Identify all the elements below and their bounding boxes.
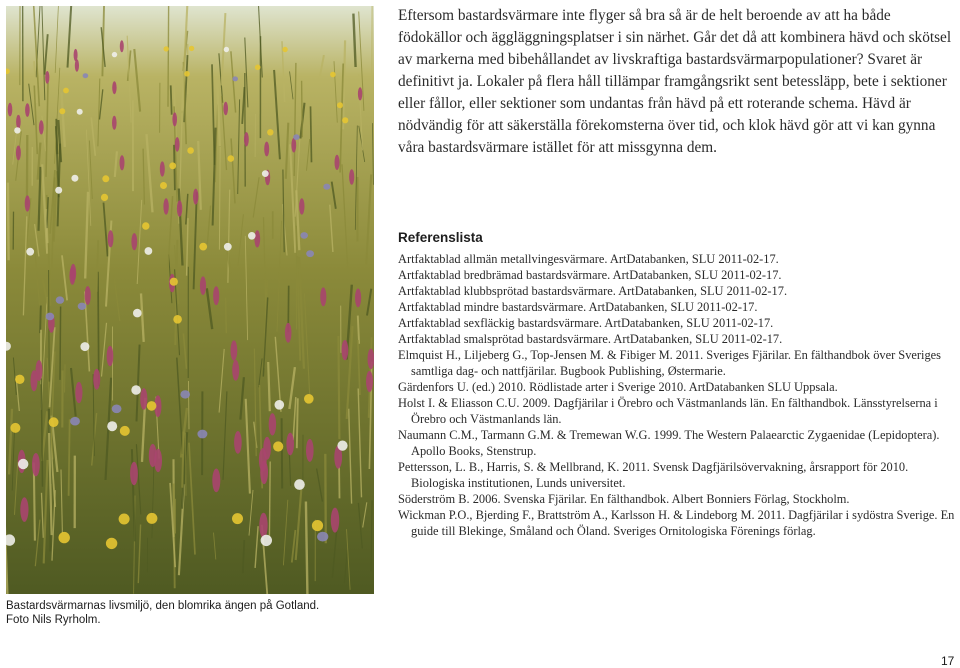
blue-flower (232, 76, 238, 81)
intro-paragraph: Eftersom bastardsvärmare inte flyger så bra så är de helt beroende av att ha både födokällor och äggläggningsplatser i sin närhet. Går det då att kombinera hävd och skötsel av markerna med bibehållandet av livskraftiga bastardsvärmarpopulationer? Svaret är definitivt ja. Lokaler på flera håll tillämpar framgångsrikt sent betessläpp, bete i sektioner eller fållor, eller sektioner som undantas från hävd på ett roterande schema. Hävd är nödvändig för att säkerställa förekomsterna över tid, och klok hävd gör att vi kan gynna våra bastardsvärmare istället för att missgynna dem. (398, 5, 954, 159)
pink-flower (299, 198, 304, 214)
reference-item: Artfaktablad mindre bastardsvärmare. ArtDatabanken, SLU 2011-02-17. (398, 299, 958, 315)
yellow-flower (63, 88, 69, 94)
pink-flower (93, 369, 100, 390)
yellow-flower (169, 162, 176, 169)
reference-item: Artfaktablad bredbrämad bastardsvärmare. ArtDatabanken, SLU 2011-02-17. (398, 267, 958, 283)
grass-stem (56, 119, 57, 154)
yellow-flower (173, 315, 182, 324)
yellow-flower (267, 129, 273, 135)
meadow-photo (6, 6, 374, 594)
white-flower (18, 459, 28, 469)
pink-flower (32, 453, 40, 476)
pink-flower (25, 195, 30, 211)
pink-flower (74, 49, 78, 61)
grass-stem (297, 398, 298, 448)
white-flower (275, 400, 285, 410)
pink-flower (175, 137, 180, 152)
pink-flower (120, 155, 125, 170)
pink-flower (264, 142, 269, 157)
reference-item: Artfaktablad sexfläckig bastardsvärmare. ArtDatabanken, SLU 2011-02-17. (398, 315, 958, 331)
yellow-flower (106, 538, 117, 549)
pink-flower (85, 286, 91, 305)
pink-flower (107, 346, 114, 366)
yellow-flower (10, 423, 20, 433)
blue-flower (70, 417, 80, 426)
blue-flower (112, 405, 122, 414)
yellow-flower (164, 46, 169, 51)
pink-flower (130, 462, 138, 486)
grass-stem (8, 183, 9, 261)
blue-flower (197, 430, 207, 439)
blue-flower (46, 313, 55, 321)
pink-flower (368, 349, 375, 370)
yellow-flower (199, 243, 207, 251)
blue-flower (83, 73, 89, 78)
reference-item: Wickman P.O., Bjerding F., Brattström A., Karlsson H. & Lindeborg M. 2011. Dagfjärilar i sydöstra Sverige. En guide till Blekinge, Småland och Öland. Sveriges Ornitologiska Förenings förlag. (398, 507, 958, 539)
pink-flower (331, 508, 339, 533)
grass-stem (182, 432, 183, 488)
yellow-flower (119, 514, 130, 525)
blue-flower (78, 303, 86, 310)
reference-item: Söderström B. 2006. Svenska Fjärilar. En fälthandbok. Albert Bonniers Förlag, Stockholm. (398, 491, 958, 507)
pink-flower (223, 102, 228, 116)
white-flower (71, 175, 78, 182)
pink-flower (291, 138, 296, 153)
grass-stem (325, 454, 326, 543)
pink-flower (260, 461, 268, 485)
pink-flower (172, 112, 177, 126)
pink-flower (45, 71, 49, 84)
reference-item: Naumann C.M., Tarmann G.M. & Tremewan W.G. 1999. The Western Palaearctic Zygaenidae (Lepidoptera). Apollo Books, Stenstrup. (398, 427, 958, 459)
pink-flower (75, 59, 79, 71)
reference-item: Artfaktablad klubbsprötad bastardsvärmare. ArtDatabanken, SLU 2011-02-17. (398, 283, 958, 299)
pink-flower (286, 433, 294, 456)
page-number: 17 (941, 654, 954, 668)
grass-stem (358, 316, 359, 344)
yellow-flower (59, 108, 65, 114)
pink-flower (8, 103, 13, 117)
yellow-flower (330, 72, 336, 78)
blue-flower (180, 390, 190, 398)
blue-flower (293, 134, 299, 140)
pink-flower (269, 413, 276, 435)
caption-text: Bastardsvärmarnas livsmiljö, den blomrika ängen på Gotland. (6, 600, 386, 614)
yellow-flower (282, 47, 287, 52)
pink-flower (25, 103, 30, 117)
pink-flower (16, 115, 21, 129)
yellow-flower (312, 520, 323, 531)
grass-stem (306, 502, 308, 595)
pink-flower (320, 287, 326, 306)
grass-stem (168, 6, 169, 107)
pink-flower (231, 340, 238, 360)
white-flower (224, 47, 229, 52)
reference-item: Elmquist H., Liljeberg G., Top-Jensen M. & Fibiger M. 2011. Sveriges Fjärilar. En fälthandbok över Sveriges samtliga dag- och nattfjärilar. Bugbook Publishing, Østermarie. (398, 347, 958, 379)
yellow-flower (232, 513, 243, 524)
white-flower (26, 248, 34, 256)
yellow-flower (273, 441, 283, 451)
pink-flower (234, 431, 242, 454)
yellow-flower (15, 375, 24, 384)
pink-flower (131, 233, 137, 250)
blue-flower (300, 232, 308, 239)
white-flower (145, 247, 153, 255)
reference-item: Artfaktablad smalsprötad bastardsvärmare. ArtDatabanken, SLU 2011-02-17. (398, 331, 958, 347)
white-flower (337, 441, 347, 451)
pink-flower (16, 146, 21, 161)
blue-flower (56, 296, 64, 303)
white-flower (107, 421, 117, 431)
pink-flower (285, 323, 292, 343)
yellow-flower (337, 102, 343, 108)
reference-item: Artfaktablad allmän metallvingesvärmare. ArtDatabanken, SLU 2011-02-17. (398, 251, 958, 267)
white-flower (248, 232, 256, 240)
grass-stem (269, 462, 270, 539)
grass-stem (186, 433, 187, 496)
white-flower (131, 385, 141, 395)
grass-stem (60, 307, 61, 380)
pink-flower (254, 230, 260, 247)
pink-flower (306, 439, 314, 462)
pink-flower (149, 444, 157, 467)
yellow-flower (59, 532, 70, 543)
pink-flower (358, 87, 362, 100)
yellow-flower (49, 417, 59, 427)
blue-flower (317, 532, 328, 542)
white-flower (77, 109, 83, 115)
yellow-flower (228, 155, 235, 162)
yellow-flower (142, 222, 149, 229)
yellow-flower (160, 182, 167, 189)
grass-stem (189, 381, 190, 429)
pink-flower (213, 286, 219, 305)
meadow-photo-illustration (6, 6, 374, 594)
pink-flower (120, 40, 124, 52)
pink-flower (335, 155, 340, 170)
pink-flower (232, 360, 239, 381)
grass-stem (311, 106, 312, 162)
reference-list (398, 251, 958, 539)
photo-credit: Foto Nils Ryrholm. (6, 614, 386, 628)
pink-flower (31, 370, 38, 391)
white-flower (112, 52, 117, 57)
white-flower (224, 243, 232, 251)
reference-item: Pettersson, L. B., Harris, S. & Mellbrand, K. 2011. Svensk Dagfjärilsövervakning, årsrapport för 2010. Biologiska institutionen, Lunds universitet. (398, 459, 958, 491)
yellow-flower (187, 147, 194, 154)
pink-flower (163, 198, 168, 214)
yellow-flower (120, 426, 130, 436)
reference-item: Holst I. & Eliasson C.U. 2009. Dagfjärilar i Örebro och Västmanlands län. En fälthandbok. Länsstyrelserna i Örebro och Västmanlands län. (398, 395, 958, 427)
yellow-flower (184, 71, 190, 77)
pink-flower (177, 200, 182, 216)
references-heading: Referenslista (398, 230, 483, 245)
pink-flower (193, 189, 198, 205)
grass-stem (226, 298, 227, 333)
grass-stem (338, 336, 339, 439)
pink-flower (349, 169, 354, 185)
pink-flower (112, 116, 117, 130)
grass-stem (171, 85, 172, 114)
pink-flower (212, 469, 220, 493)
white-flower (14, 127, 20, 133)
yellow-flower (147, 401, 157, 411)
white-flower (262, 170, 269, 177)
yellow-flower (146, 513, 157, 524)
blue-flower (323, 184, 330, 190)
white-flower (133, 309, 142, 318)
pink-flower (355, 289, 361, 308)
grass-stem (282, 418, 283, 488)
yellow-flower (255, 65, 261, 71)
white-flower (55, 187, 62, 194)
pink-flower (160, 161, 165, 176)
grass-stem (302, 81, 303, 138)
white-flower (80, 342, 89, 351)
white-flower (294, 479, 305, 490)
yellow-flower (189, 46, 194, 51)
pink-flower (112, 81, 116, 94)
pink-flower (39, 120, 44, 134)
grass-stem (98, 272, 99, 386)
pink-flower (366, 371, 373, 392)
reference-item: Gärdenfors U. (ed.) 2010. Rödlistade arter i Sverige 2010. ArtDatabanken SLU Uppsala. (398, 379, 958, 395)
yellow-flower (170, 278, 178, 286)
blue-flower (306, 250, 314, 257)
yellow-flower (304, 394, 314, 404)
yellow-flower (102, 175, 109, 182)
yellow-flower (342, 117, 348, 123)
pink-flower (140, 388, 147, 410)
pink-flower (70, 264, 76, 282)
pink-flower (200, 276, 206, 295)
pink-flower (259, 513, 267, 538)
photo-caption (6, 600, 386, 627)
yellow-flower (101, 194, 108, 201)
pink-flower (108, 230, 114, 247)
white-flower (261, 535, 272, 546)
grass-stem (69, 419, 70, 496)
grass-stem (40, 306, 41, 334)
pink-flower (244, 132, 249, 146)
pink-flower (342, 340, 349, 360)
pink-flower (75, 382, 82, 403)
pink-flower (20, 497, 28, 522)
